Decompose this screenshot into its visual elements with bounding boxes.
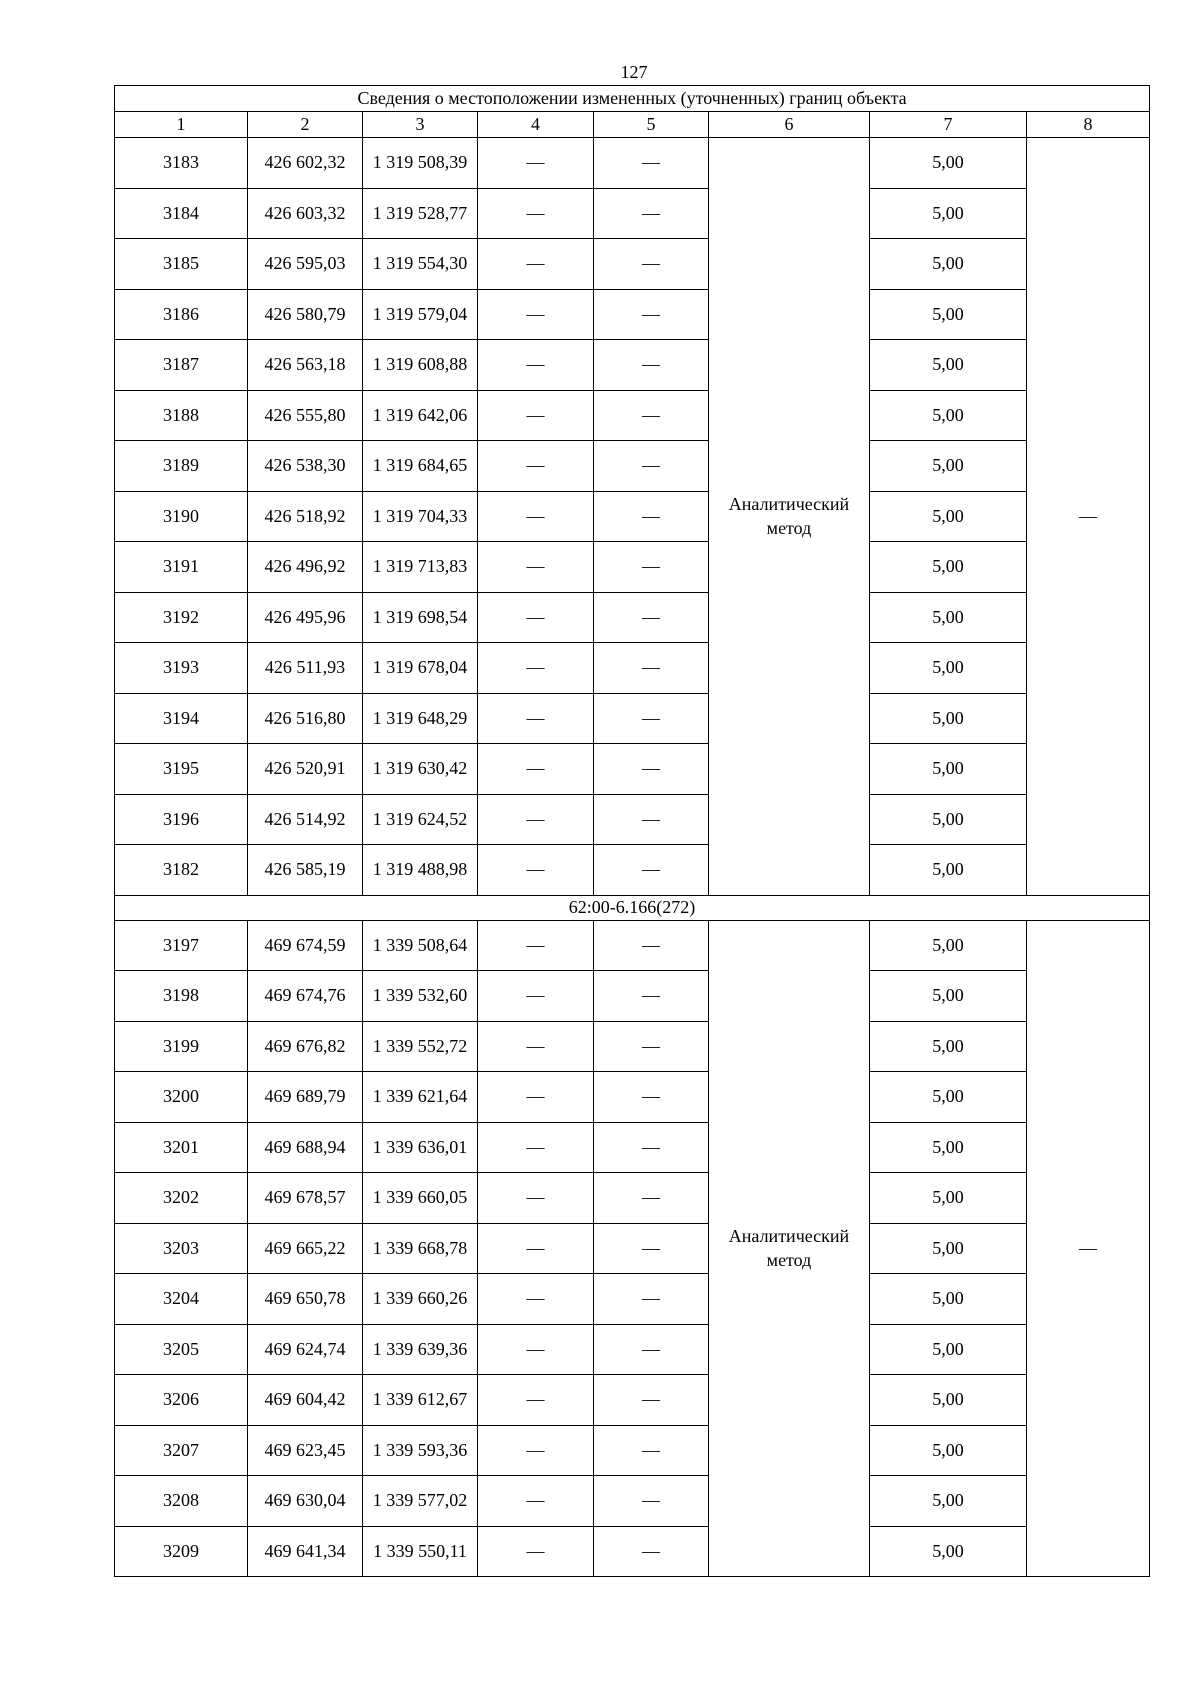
x-coordinate-cell: 426 520,91 [248, 744, 363, 795]
y-coordinate-cell: 1 339 577,02 [363, 1476, 478, 1527]
column-4-cell: — [478, 491, 594, 542]
x-coordinate-cell: 469 623,45 [248, 1425, 363, 1476]
accuracy-cell: 5,00 [870, 1425, 1027, 1476]
point-number-cell: 3204 [115, 1274, 248, 1325]
table-row [115, 441, 1150, 492]
x-coordinate-cell: 469 688,94 [248, 1122, 363, 1173]
table-row [115, 693, 1150, 744]
y-coordinate-cell: 1 339 532,60 [363, 971, 478, 1022]
column-number: 8 [1027, 112, 1150, 138]
accuracy-cell: 5,00 [870, 188, 1027, 239]
table-row [115, 592, 1150, 643]
table-row [115, 491, 1150, 542]
table-row [115, 239, 1150, 290]
table-row [115, 1324, 1150, 1375]
x-coordinate-cell: 469 641,34 [248, 1526, 363, 1577]
point-number-cell: 3209 [115, 1526, 248, 1577]
accuracy-cell: 5,00 [870, 1375, 1027, 1426]
y-coordinate-cell: 1 319 579,04 [363, 289, 478, 340]
table-row [115, 1425, 1150, 1476]
column-5-cell: — [594, 744, 709, 795]
point-number-cell: 3188 [115, 390, 248, 441]
column-4-cell: — [478, 340, 594, 391]
point-number-cell: 3189 [115, 441, 248, 492]
table-row [115, 744, 1150, 795]
column-number: 7 [870, 112, 1027, 138]
column-4-cell: — [478, 693, 594, 744]
y-coordinate-cell: 1 339 508,64 [363, 920, 478, 971]
x-coordinate-cell: 469 689,79 [248, 1072, 363, 1123]
x-coordinate-cell: 469 674,76 [248, 971, 363, 1022]
y-coordinate-cell: 1 319 528,77 [363, 188, 478, 239]
group-label-row [115, 895, 1150, 920]
column-5-cell: — [594, 441, 709, 492]
x-coordinate-cell: 469 674,59 [248, 920, 363, 971]
point-number-cell: 3194 [115, 693, 248, 744]
column-number: 1 [115, 112, 248, 138]
point-number-cell: 3184 [115, 188, 248, 239]
accuracy-cell: 5,00 [870, 592, 1027, 643]
method-cell: Аналитический метод [709, 920, 870, 1577]
column-number: 3 [363, 112, 478, 138]
x-coordinate-cell: 426 511,93 [248, 643, 363, 694]
column-5-cell: — [594, 239, 709, 290]
column-5-cell: — [594, 1375, 709, 1426]
table-row [115, 1122, 1150, 1173]
point-number-cell: 3193 [115, 643, 248, 694]
column-number: 2 [248, 112, 363, 138]
x-coordinate-cell: 469 650,78 [248, 1274, 363, 1325]
point-number-cell: 3196 [115, 794, 248, 845]
accuracy-cell: 5,00 [870, 971, 1027, 1022]
column-4-cell: — [478, 1274, 594, 1325]
accuracy-cell: 5,00 [870, 920, 1027, 971]
point-number-cell: 3191 [115, 542, 248, 593]
y-coordinate-cell: 1 339 612,67 [363, 1375, 478, 1426]
point-number-cell: 3205 [115, 1324, 248, 1375]
x-coordinate-cell: 469 665,22 [248, 1223, 363, 1274]
table-row [115, 1021, 1150, 1072]
accuracy-cell: 5,00 [870, 1324, 1027, 1375]
group-label: 62:00-6.166(272) [115, 895, 1150, 920]
x-coordinate-cell: 426 495,96 [248, 592, 363, 643]
y-coordinate-cell: 1 339 552,72 [363, 1021, 478, 1072]
y-coordinate-cell: 1 319 630,42 [363, 744, 478, 795]
point-number-cell: 3192 [115, 592, 248, 643]
table-row [115, 1173, 1150, 1224]
table-title-row [115, 86, 1150, 112]
table-row [115, 1274, 1150, 1325]
point-number-cell: 3183 [115, 138, 248, 189]
point-number-cell: 3190 [115, 491, 248, 542]
table-row [115, 289, 1150, 340]
y-coordinate-cell: 1 339 660,05 [363, 1173, 478, 1224]
column-4-cell: — [478, 845, 594, 896]
y-coordinate-cell: 1 319 608,88 [363, 340, 478, 391]
x-coordinate-cell: 426 518,92 [248, 491, 363, 542]
column-5-cell: — [594, 289, 709, 340]
point-number-cell: 3208 [115, 1476, 248, 1527]
y-coordinate-cell: 1 319 648,29 [363, 693, 478, 744]
column-4-cell: — [478, 390, 594, 441]
column-number: 5 [594, 112, 709, 138]
table-row [115, 1072, 1150, 1123]
accuracy-cell: 5,00 [870, 744, 1027, 795]
column-4-cell: — [478, 441, 594, 492]
x-coordinate-cell: 469 624,74 [248, 1324, 363, 1375]
column-5-cell: — [594, 845, 709, 896]
column-4-cell: — [478, 1476, 594, 1527]
point-number-cell: 3182 [115, 845, 248, 896]
column-8-cell: — [1027, 920, 1150, 1577]
point-number-cell: 3200 [115, 1072, 248, 1123]
column-4-cell: — [478, 1223, 594, 1274]
table-row [115, 920, 1150, 971]
y-coordinate-cell: 1 319 713,83 [363, 542, 478, 593]
column-4-cell: — [478, 1324, 594, 1375]
column-5-cell: — [594, 1021, 709, 1072]
column-numbers-row [115, 112, 1150, 138]
accuracy-cell: 5,00 [870, 1072, 1027, 1123]
table-row [115, 794, 1150, 845]
y-coordinate-cell: 1 339 550,11 [363, 1526, 478, 1577]
table-row [115, 340, 1150, 391]
column-5-cell: — [594, 542, 709, 593]
accuracy-cell: 5,00 [870, 491, 1027, 542]
y-coordinate-cell: 1 319 488,98 [363, 845, 478, 896]
table-row [115, 1526, 1150, 1577]
y-coordinate-cell: 1 319 554,30 [363, 239, 478, 290]
column-4-cell: — [478, 794, 594, 845]
column-4-cell: — [478, 138, 594, 189]
accuracy-cell: 5,00 [870, 542, 1027, 593]
x-coordinate-cell: 426 538,30 [248, 441, 363, 492]
column-5-cell: — [594, 390, 709, 441]
point-number-cell: 3206 [115, 1375, 248, 1426]
accuracy-cell: 5,00 [870, 138, 1027, 189]
accuracy-cell: 5,00 [870, 1223, 1027, 1274]
point-number-cell: 3197 [115, 920, 248, 971]
y-coordinate-cell: 1 319 698,54 [363, 592, 478, 643]
y-coordinate-cell: 1 319 624,52 [363, 794, 478, 845]
accuracy-cell: 5,00 [870, 1476, 1027, 1527]
column-5-cell: — [594, 1072, 709, 1123]
column-5-cell: — [594, 693, 709, 744]
accuracy-cell: 5,00 [870, 1021, 1027, 1072]
column-4-cell: — [478, 920, 594, 971]
column-4-cell: — [478, 971, 594, 1022]
y-coordinate-cell: 1 319 678,04 [363, 643, 478, 694]
y-coordinate-cell: 1 339 668,78 [363, 1223, 478, 1274]
accuracy-cell: 5,00 [870, 289, 1027, 340]
accuracy-cell: 5,00 [870, 239, 1027, 290]
x-coordinate-cell: 426 496,92 [248, 542, 363, 593]
column-5-cell: — [594, 592, 709, 643]
column-number: 4 [478, 112, 594, 138]
column-4-cell: — [478, 592, 594, 643]
column-5-cell: — [594, 971, 709, 1022]
column-5-cell: — [594, 1223, 709, 1274]
table-row [115, 1476, 1150, 1527]
y-coordinate-cell: 1 339 636,01 [363, 1122, 478, 1173]
column-4-cell: — [478, 542, 594, 593]
boundary-coordinates-table [114, 85, 1150, 1577]
y-coordinate-cell: 1 319 642,06 [363, 390, 478, 441]
column-8-cell: — [1027, 138, 1150, 896]
column-5-cell: — [594, 1173, 709, 1224]
x-coordinate-cell: 426 514,92 [248, 794, 363, 845]
accuracy-cell: 5,00 [870, 1274, 1027, 1325]
y-coordinate-cell: 1 339 593,36 [363, 1425, 478, 1476]
y-coordinate-cell: 1 319 684,65 [363, 441, 478, 492]
column-4-cell: — [478, 1526, 594, 1577]
table-title: Сведения о местоположении измененных (уточненных) границ объекта [115, 86, 1150, 112]
point-number-cell: 3186 [115, 289, 248, 340]
point-number-cell: 3187 [115, 340, 248, 391]
x-coordinate-cell: 469 630,04 [248, 1476, 363, 1527]
column-4-cell: — [478, 1072, 594, 1123]
column-5-cell: — [594, 920, 709, 971]
column-5-cell: — [594, 794, 709, 845]
column-4-cell: — [478, 1122, 594, 1173]
column-4-cell: — [478, 289, 594, 340]
x-coordinate-cell: 469 678,57 [248, 1173, 363, 1224]
table-row [115, 390, 1150, 441]
x-coordinate-cell: 426 595,03 [248, 239, 363, 290]
y-coordinate-cell: 1 319 508,39 [363, 138, 478, 189]
x-coordinate-cell: 426 563,18 [248, 340, 363, 391]
x-coordinate-cell: 426 585,19 [248, 845, 363, 896]
x-coordinate-cell: 426 555,80 [248, 390, 363, 441]
y-coordinate-cell: 1 339 621,64 [363, 1072, 478, 1123]
column-4-cell: — [478, 1425, 594, 1476]
column-4-cell: — [478, 188, 594, 239]
column-4-cell: — [478, 239, 594, 290]
accuracy-cell: 5,00 [870, 340, 1027, 391]
column-5-cell: — [594, 188, 709, 239]
accuracy-cell: 5,00 [870, 1122, 1027, 1173]
point-number-cell: 3198 [115, 971, 248, 1022]
column-4-cell: — [478, 643, 594, 694]
table-row [115, 971, 1150, 1022]
table-row [115, 643, 1150, 694]
column-5-cell: — [594, 340, 709, 391]
column-5-cell: — [594, 491, 709, 542]
point-number-cell: 3203 [115, 1223, 248, 1274]
accuracy-cell: 5,00 [870, 1173, 1027, 1224]
y-coordinate-cell: 1 319 704,33 [363, 491, 478, 542]
column-5-cell: — [594, 1526, 709, 1577]
table-row [115, 1375, 1150, 1426]
column-5-cell: — [594, 1324, 709, 1375]
table-row [115, 542, 1150, 593]
point-number-cell: 3201 [115, 1122, 248, 1173]
column-4-cell: — [478, 1375, 594, 1426]
x-coordinate-cell: 426 580,79 [248, 289, 363, 340]
x-coordinate-cell: 426 516,80 [248, 693, 363, 744]
point-number-cell: 3195 [115, 744, 248, 795]
column-5-cell: — [594, 1122, 709, 1173]
y-coordinate-cell: 1 339 639,36 [363, 1324, 478, 1375]
x-coordinate-cell: 426 602,32 [248, 138, 363, 189]
accuracy-cell: 5,00 [870, 441, 1027, 492]
column-5-cell: — [594, 643, 709, 694]
accuracy-cell: 5,00 [870, 390, 1027, 441]
x-coordinate-cell: 469 604,42 [248, 1375, 363, 1426]
x-coordinate-cell: 469 676,82 [248, 1021, 363, 1072]
point-number-cell: 3202 [115, 1173, 248, 1224]
accuracy-cell: 5,00 [870, 1526, 1027, 1577]
column-5-cell: — [594, 138, 709, 189]
accuracy-cell: 5,00 [870, 693, 1027, 744]
column-5-cell: — [594, 1274, 709, 1325]
accuracy-cell: 5,00 [870, 794, 1027, 845]
point-number-cell: 3207 [115, 1425, 248, 1476]
table-row [115, 1223, 1150, 1274]
column-5-cell: — [594, 1476, 709, 1527]
table-row [115, 138, 1150, 189]
page-number: 127 [620, 62, 648, 82]
accuracy-cell: 5,00 [870, 845, 1027, 896]
table-row [115, 188, 1150, 239]
column-4-cell: — [478, 1173, 594, 1224]
x-coordinate-cell: 426 603,32 [248, 188, 363, 239]
y-coordinate-cell: 1 339 660,26 [363, 1274, 478, 1325]
column-number: 6 [709, 112, 870, 138]
column-4-cell: — [478, 1021, 594, 1072]
column-4-cell: — [478, 744, 594, 795]
table-row [115, 845, 1150, 896]
method-cell: Аналитический метод [709, 138, 870, 896]
point-number-cell: 3199 [115, 1021, 248, 1072]
column-5-cell: — [594, 1425, 709, 1476]
point-number-cell: 3185 [115, 239, 248, 290]
accuracy-cell: 5,00 [870, 643, 1027, 694]
